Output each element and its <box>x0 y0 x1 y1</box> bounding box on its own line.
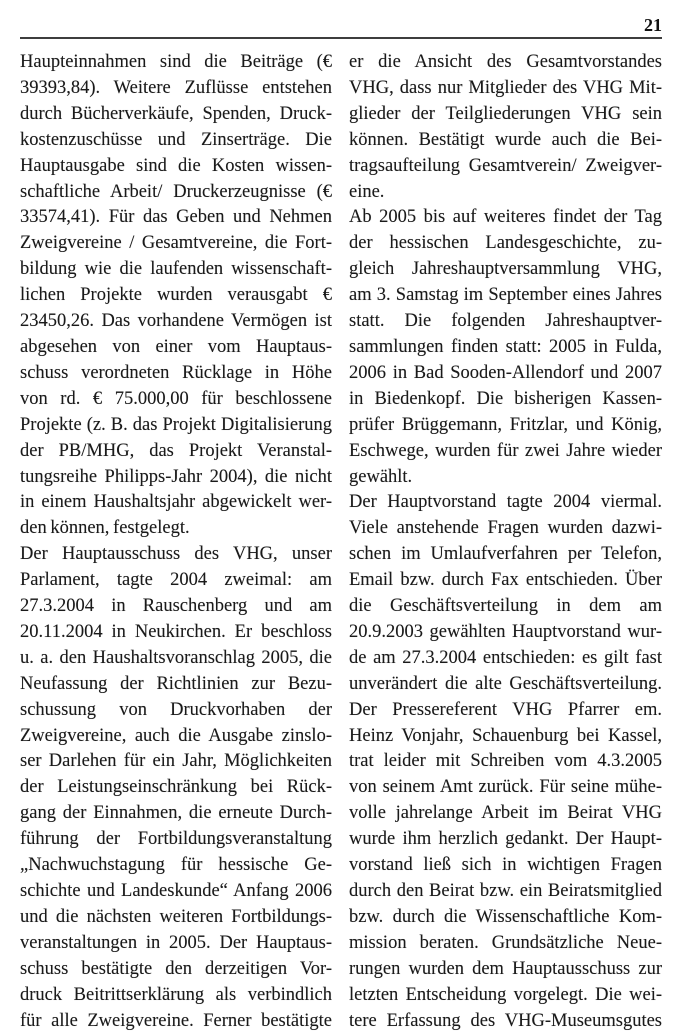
text-line: Eschwege, wurden für zwei Jahre wieder <box>349 440 662 461</box>
text-line: in Biedenkopf. Die bisherigen Kassen- <box>349 388 662 409</box>
text-line: u. a. den Haushaltsvoranschlag 2005, die <box>20 647 332 668</box>
text-line: mission beraten. Grundsätzliche Neue- <box>349 932 662 953</box>
two-column-text-body <box>20 50 662 1034</box>
text-line: für alle Zweigvereine. Ferner bestätigte <box>20 1010 332 1031</box>
text-line: Hauptausgabe sind die Kosten wissen- <box>20 155 332 176</box>
text-line: eine. <box>349 181 385 202</box>
text-line: 20.9.2003 gewählten Hauptvorstand wur- <box>349 621 662 642</box>
text-line: abgesehen von einer vom Hauptaus- <box>20 336 332 357</box>
text-line: schuss verordneten Rücklage in Höhe <box>20 362 332 383</box>
text-line: schussung von Druckvorhaben der <box>20 699 332 720</box>
text-line: tungsreihe Philipps-Jahr 2004), die nicht <box>20 466 332 487</box>
text-line: Heinz Vonjahr, Schauenburg bei Kassel, <box>349 725 662 746</box>
text-line: der hessischen Landesgeschichte, zu- <box>349 233 662 254</box>
text-line: wurde ihm herzlich gedankt. Der Haupt- <box>349 829 662 850</box>
text-line: in einem Haushaltsjahr abgewickelt wer- <box>20 492 332 513</box>
text-line: durch den Beirat bzw. ein Beiratsmitglied <box>349 881 662 901</box>
text-line: bzw. durch die Wissenschaftliche Kom- <box>349 906 662 927</box>
text-line: lichen Projekte wurden verausgabt € <box>20 285 332 306</box>
text-line: ser Darlehen für ein Jahr, Möglichkeiten <box>20 751 332 772</box>
text-line: gewählt. <box>349 466 413 487</box>
right-column <box>349 50 662 1034</box>
text-line: Der Hauptausschuss des VHG, unser <box>20 544 332 565</box>
text-line: 2006 in Bad Sooden-Allendorf und 2007 <box>349 362 662 383</box>
text-line: die Geschäftsverteilung in dem am <box>349 596 662 617</box>
text-line: tragsaufteilung Gesamtverein/ Zweigver- <box>349 155 662 176</box>
text-line: kostenzuschüsse und Zinserträge. Die <box>20 129 332 150</box>
text-line: Neufassung der Richtlinien zur Bezu- <box>20 673 332 694</box>
text-line: Der Pressereferent VHG Pfarrer em. <box>349 699 662 720</box>
text-line: führung der Fortbildungsveranstaltung <box>20 829 332 850</box>
text-line: den können, festgelegt. <box>20 518 190 539</box>
text-line: statt. Die folgenden Jahreshauptver- <box>349 311 662 332</box>
text-line: schichte und Landeskunde“ Anfang 2006 <box>20 881 332 901</box>
text-line: 23450,26. Das vorhandene Vermögen ist <box>20 311 332 332</box>
text-line: prüfer Brüggemann, Fritzlar, und König, <box>349 414 662 435</box>
text-line: gang der Einnahmen, die erneute Durch- <box>20 803 332 824</box>
text-line: von seinem Amt zurück. Für seine mühe- <box>349 777 662 798</box>
page-header <box>20 0 662 39</box>
text-line: VHG, dass nur Mitglieder des VHG Mit- <box>349 77 662 98</box>
text-line: der Leistungseinschränkung bei Rück- <box>20 777 332 798</box>
text-line: und die nächsten weiteren Fortbildungs- <box>20 906 332 927</box>
text-line: schen im Umlaufverfahren per Telefon, <box>349 544 662 565</box>
left-column <box>20 50 332 1034</box>
text-line: glieder der Teilgliederungen VHG sein <box>349 103 662 124</box>
text-line: tere Erfassung des VHG-Museumsgutes <box>349 1010 662 1031</box>
text-line: Parlament, tagte 2004 zweimal: am <box>20 570 332 591</box>
text-line: 20.11.2004 in Neukirchen. Er beschloss <box>20 621 332 642</box>
text-line: „Nachwuchstagung für hessische Ge- <box>20 855 332 876</box>
text-line: Viele anstehende Fragen wurden dazwi- <box>349 518 662 539</box>
text-line: sammlungen finden statt: 2005 in Fulda, <box>349 336 662 357</box>
text-line: Zweigvereine / Gesamtvereine, die Fort- <box>20 233 332 254</box>
text-line: rungen wurden dem Hauptausschuss zur <box>349 958 662 979</box>
text-line: von rd. € 75.000,00 für beschlossene <box>20 388 332 409</box>
text-line: schaftliche Arbeit/ Druckerzeugnisse (€ <box>20 181 332 202</box>
text-line: Projekte (z. B. das Projekt Digitalisierung <box>20 414 332 435</box>
text-line: gleich Jahreshauptversammlung VHG, <box>349 259 662 280</box>
text-line: trat leider mit Schreiben vom 4.3.2005 <box>349 751 662 772</box>
text-line: 39393,84). Weitere Zuflüsse entstehen <box>20 77 332 98</box>
text-line: durch Bücherverkäufe, Spenden, Druck- <box>20 103 332 124</box>
text-line: schuss bestätigte den derzeitigen Vor- <box>20 958 332 979</box>
text-line: unverändert die alte Geschäftsverteilung. <box>349 673 662 694</box>
text-line: Zweigvereine, auch die Ausgabe zinslo- <box>20 725 332 746</box>
text-line: der PB/MHG, das Projekt Veranstal- <box>20 440 332 461</box>
text-line: Haupteinnahmen sind die Beiträge (€ <box>20 52 332 72</box>
text-line: Email bzw. durch Fax entschieden. Über <box>349 570 662 591</box>
text-line: 27.3.2004 in Rauschenberg und am <box>20 596 332 617</box>
text-line: Der Hauptvorstand tagte 2004 viermal. <box>349 492 662 513</box>
text-line: volle jahrelange Arbeit im Beirat VHG <box>349 803 662 824</box>
text-line: bildung wie die laufenden wissenschaft- <box>20 259 332 280</box>
text-line: vorstand ließ sich in wichtigen Fragen <box>349 855 662 876</box>
text-line: er die Ansicht des Gesamtvorstandes <box>349 52 662 72</box>
text-line: de am 27.3.2004 entschieden: es gilt fast <box>349 647 662 668</box>
text-line: druck Beitrittserklärung als verbindlich <box>20 984 332 1005</box>
text-line: 33574,41). Für das Geben und Nehmen <box>20 207 332 228</box>
text-line: können. Bestätigt wurde auch die Bei- <box>349 129 662 150</box>
text-line: Ab 2005 bis auf weiteres findet der Tag <box>349 207 662 228</box>
text-line: letzten Entscheidung vorgelegt. Die wei- <box>349 984 662 1005</box>
text-line: am 3. Samstag im September eines Jahres <box>349 285 662 306</box>
page-number: 21 <box>644 15 662 35</box>
text-line: veranstaltungen in 2005. Der Hauptaus- <box>20 932 332 953</box>
